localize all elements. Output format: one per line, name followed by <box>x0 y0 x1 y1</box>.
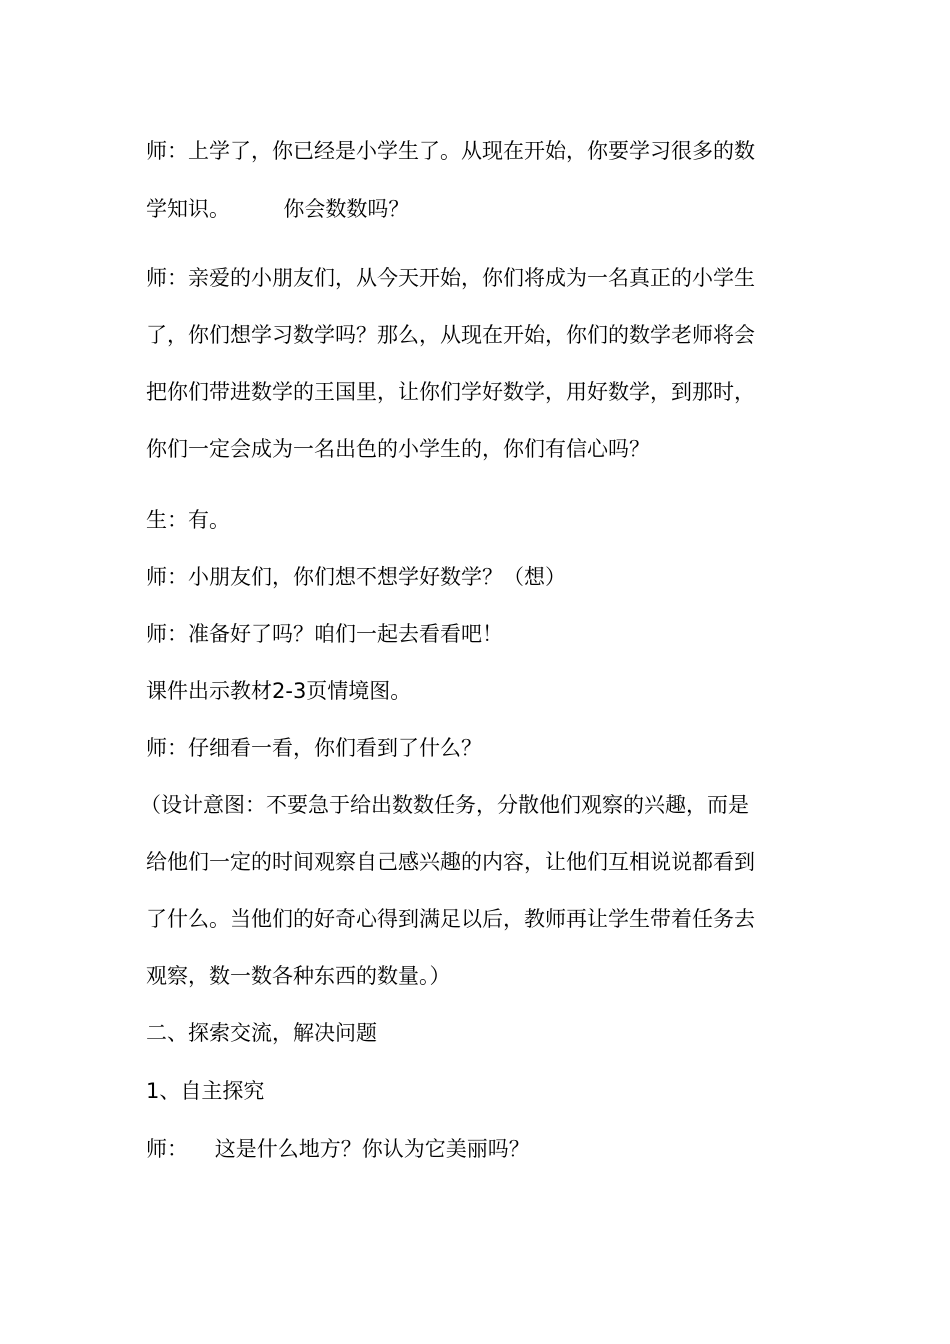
paragraph-line: 了，你们想学习数学吗？那么，从现在开始，你们的数学老师将会 <box>146 323 755 347</box>
paragraph-line: 把你们带进数学的王国里，让你们学好数学，用好数学，到那时， <box>146 380 755 404</box>
subsection-heading: 1、自主探究 <box>146 1079 265 1103</box>
paragraph-line: 课件出示教材2-3页情境图。 <box>146 679 412 703</box>
paragraph-line: 师：仔细看一看，你们看到了什么？ <box>146 736 482 760</box>
paragraph-line: 师：亲爱的小朋友们，从今天开始，你们将成为一名真正的小学生 <box>146 266 755 290</box>
paragraph-line: 学知识。 你会数数吗？ <box>146 197 410 221</box>
paragraph-line: 你们一定会成为一名出色的小学生的，你们有信心吗？ <box>146 437 650 461</box>
section-heading: 二、探索交流，解决问题 <box>146 1021 377 1045</box>
paragraph-line: 观察，数一数各种东西的数量。） <box>146 964 451 988</box>
paragraph-line: 了什么。当他们的好奇心得到满足以后，教师再让学生带着任务去 <box>146 907 755 931</box>
paragraph-line: 给他们一定的时间观察自己感兴趣的内容，让他们互相说说都看到 <box>146 850 755 874</box>
paragraph-line: 师：小朋友们，你们想不想学好数学？（想） <box>146 565 566 589</box>
paragraph-line: 生：有。 <box>146 508 230 532</box>
paragraph-line: 师：上学了，你已经是小学生了。从现在开始，你要学习很多的数 <box>146 139 755 163</box>
paragraph-line: （设计意图：不要急于给出数数任务，分散他们观察的兴趣，而是 <box>140 793 749 817</box>
paragraph-line: 师： 这是什么地方？你认为它美丽吗？ <box>146 1137 530 1161</box>
paragraph-line: 师：准备好了吗？咱们一起去看看吧！ <box>146 622 503 646</box>
